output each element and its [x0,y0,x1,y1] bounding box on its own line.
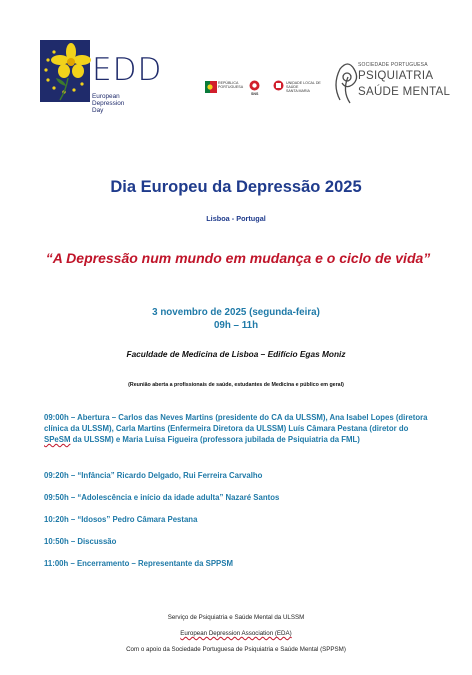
sppsm-line2: SAÚDE MENTAL [358,86,451,98]
program-item-text: SPeSM [44,435,71,444]
theme-quote: “A Depressão num mundo em mudança e o ciclo de vida” [45,250,431,266]
partner-sns: SNS [251,92,259,96]
venue: Faculdade de Medicina de Lisboa – Edifício Egas Moniz [126,349,346,359]
uls-santa-maria-icon [273,80,284,91]
sppsm-line1: PSIQUIATRIA [358,70,434,82]
program-item-text: da ULSSM) e Maria Luísa Figueira (professora jubilada de Psiquiatria da FML) [70,435,360,444]
date-line: 3 novembro de 2025 (segunda-feira) [152,307,320,318]
edd-sub-line: European [92,93,120,100]
sns-icon [249,80,260,91]
program-item: 09:20h – “Infância” Ricardo Delgado, Rui Ferreira Carvalho [44,471,263,480]
program-item-text: 09:00h – Abertura – Carlos das Neves Martins (presidente do CA da ULSSM), Ana Isabel Lopes (diretora clínica da ULSSM), Carla Martins (Enfermeira Diretora da ULSSM) Luís Câmara Pestana (diretor do [44,413,428,433]
edd-subtitle [92,93,152,114]
footer-line: Com o apoio da Sociedade Portuguesa de Psiquiatria e Saúde Mental (SPPSM) [126,646,346,653]
edd-sub-line: Day [92,107,104,114]
footer-line: European Depression Association (EDA) [180,630,292,637]
partner-logos [205,77,325,103]
program-item: 11:00h – Encerramento – Representante da SPPSM [44,559,233,568]
audience-note: (Reunião aberta a profissionais de saúde, estudantes de Medicina e público em geral) [128,382,344,388]
partner-republic-line: REPÚBLICA [218,81,239,85]
program-item: 10:20h – “Idosos” Pedro Câmara Pestana [44,515,198,524]
sppsm-small-text: SOCIEDADE PORTUGUESA [358,62,428,68]
footer-line: Serviço de Psiquiatria e Saúde Mental da ULSSM [167,614,305,621]
program-item [44,412,434,445]
partner-uls [286,81,325,93]
location: Lisboa - Portugal [206,214,266,223]
event-date [0,306,472,332]
time-line: 09h – 11h [213,320,259,331]
page-title: Dia Europeu da Depressão 2025 [110,178,362,196]
partner-republic [218,81,243,89]
partner-uls-line: UNIDADE LOCAL DE SAÚDE [286,81,321,89]
program-item: 10:50h – Discussão [44,537,117,546]
program-item: 09:50h – “Adolescência e início da idade adulta” Nazaré Santos [44,493,280,502]
partner-uls-line: SANTA MARIA [286,89,310,93]
partner-republic-line: PORTUGUESA [218,85,244,89]
edd-letters: EDD [92,52,163,88]
edd-sub-line: Depression [92,100,125,107]
republic-emblem-icon [205,81,217,93]
